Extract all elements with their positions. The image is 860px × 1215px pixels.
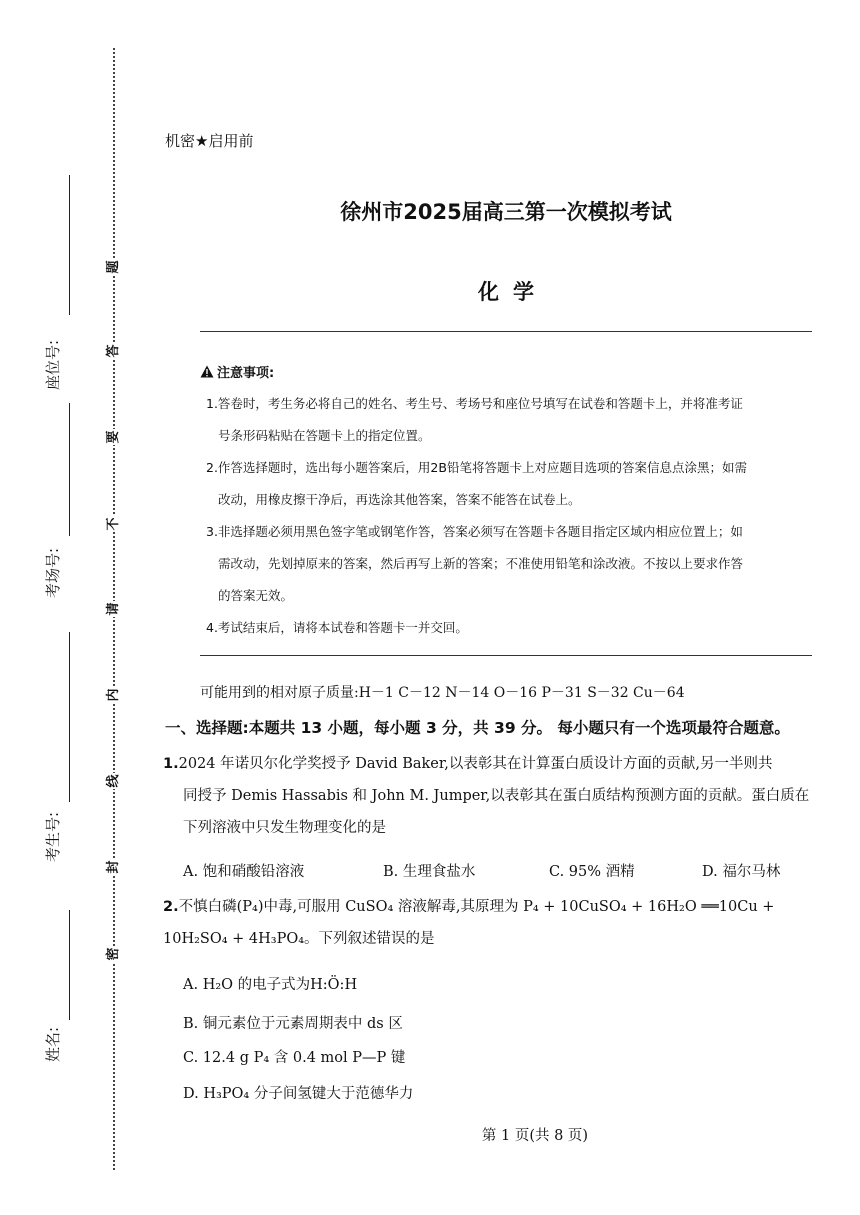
notice-item <box>206 388 812 452</box>
candidate-number-line <box>69 632 70 802</box>
option-d[interactable]: D. H₃PO₄ 分子间氢键大于范德华力 <box>183 1086 414 1102</box>
binding-char: 不 <box>106 517 121 531</box>
exam-room-line <box>69 403 70 536</box>
notice-list <box>206 388 812 644</box>
binding-char: 密 <box>106 947 121 961</box>
option-d[interactable]: D. 福尔马林 <box>702 864 781 880</box>
question-text: 同授予 Demis Hassabis 和 John M. Jumper,以表彰其在蛋白质结构预测方面的贡献。蛋白质在 <box>183 788 810 804</box>
seat-number-field[interactable] <box>42 339 82 391</box>
binding-char: 答 <box>106 344 121 358</box>
notice-line: 需改动，先划掉原来的答案，然后再写上新的答案；不准使用铅笔和涂改液。不按以上要求作答 <box>218 556 744 571</box>
name-field[interactable] <box>42 1026 82 1063</box>
divider-bottom <box>200 655 812 656</box>
notice-item <box>206 516 812 612</box>
notice-heading <box>200 362 274 381</box>
page-footer: 第 1 页(共 8 页) <box>481 1128 589 1144</box>
name-label: 姓名: <box>44 1026 62 1062</box>
notice-line: 3.非选择题必须用黑色签字笔或钢笔作答，答案必须写在答题卡各题目指定区域内相应位置上；如 <box>206 524 743 539</box>
option-b[interactable]: B. 生理食盐水 <box>383 864 476 880</box>
atomic-masses: 可能用到的相对原子质量:H－1 C－12 N－14 O－16 P－31 S－32 Cu－64 <box>200 685 685 701</box>
name-line <box>69 910 70 1020</box>
notice-line: 的答案无效。 <box>218 588 294 603</box>
candidate-number-field[interactable] <box>42 811 82 863</box>
option-a[interactable]: A. H₂O 的电子式为H:Ö:H <box>183 977 358 993</box>
binding-char: 内 <box>106 688 121 702</box>
question-1-options <box>183 860 823 881</box>
binding-char: 线 <box>106 774 121 788</box>
question-text: 不慎白磷(P₄)中毒,可服用 CuSO₄ 溶液解毒,其原理为 P₄ + 10CuSO₄ + 16H₂O ══10Cu + <box>178 899 775 915</box>
candidate-number-label: 考生号: <box>44 811 62 862</box>
notice-item <box>206 612 812 644</box>
question-2 <box>163 891 843 955</box>
question-1 <box>163 748 843 844</box>
question-text: 10H₂SO₄ + 4H₃PO₄。下列叙述错误的是 <box>163 931 435 947</box>
option-c[interactable]: C. 95% 酒精 <box>549 864 635 880</box>
question-text: 下列溶液中只发生物理变化的是 <box>183 820 386 836</box>
section-heading: 一、选择题:本题共 13 小题，每小题 3 分，共 39 分。 每小题只有一个选项最符合题意。 <box>165 719 790 737</box>
notice-line: 号条形码粘贴在答题卡上的指定位置。 <box>218 428 431 443</box>
binding-char: 要 <box>106 430 121 444</box>
seat-number-line <box>69 175 70 315</box>
question-text: 2024 年诺贝尔化学奖授予 David Baker,以表彰其在计算蛋白质设计方面的贡献,另一半则共 <box>178 756 773 772</box>
divider-top <box>200 331 812 332</box>
question-number: 2. <box>163 899 179 915</box>
subject-title: 化学 <box>478 280 548 304</box>
option-b[interactable]: B. 铜元素位于元素周期表中 ds 区 <box>183 1016 403 1032</box>
seat-number-label: 座位号: <box>44 339 62 390</box>
binding-char: 封 <box>106 860 121 874</box>
option-a[interactable]: A. 饱和硝酸铅溶液 <box>183 864 305 880</box>
exam-title: 徐州市2025届高三第一次模拟考试 <box>340 200 672 224</box>
exam-room-field[interactable] <box>42 547 82 599</box>
confidential-mark: 机密★启用前 <box>165 132 254 150</box>
binding-char: 题 <box>106 260 121 274</box>
notice-line: 4.考试结束后，请将本试卷和答题卡一并交回。 <box>206 620 468 635</box>
notice-line: 改动，用橡皮擦干净后，再选涂其他答案，答案不能答在试卷上。 <box>218 492 581 507</box>
notice-item <box>206 452 812 516</box>
warning-icon <box>200 365 214 378</box>
binding-char: 请 <box>106 602 121 616</box>
option-c[interactable]: C. 12.4 g P₄ 含 0.4 mol P—P 键 <box>183 1050 406 1066</box>
notice-line: 2.作答选择题时，选出每小题答案后，用2B铅笔将答题卡上对应题目选项的答案信息点涂黑；如需 <box>206 460 747 475</box>
notice-line: 1.答卷时，考生务必将自己的姓名、考生号、考场号和座位号填写在试卷和答题卡上，并将准考证 <box>206 396 743 411</box>
notice-heading-text: 注意事项: <box>217 366 275 381</box>
question-number: 1. <box>163 756 179 772</box>
exam-room-label: 考场号: <box>44 547 62 598</box>
